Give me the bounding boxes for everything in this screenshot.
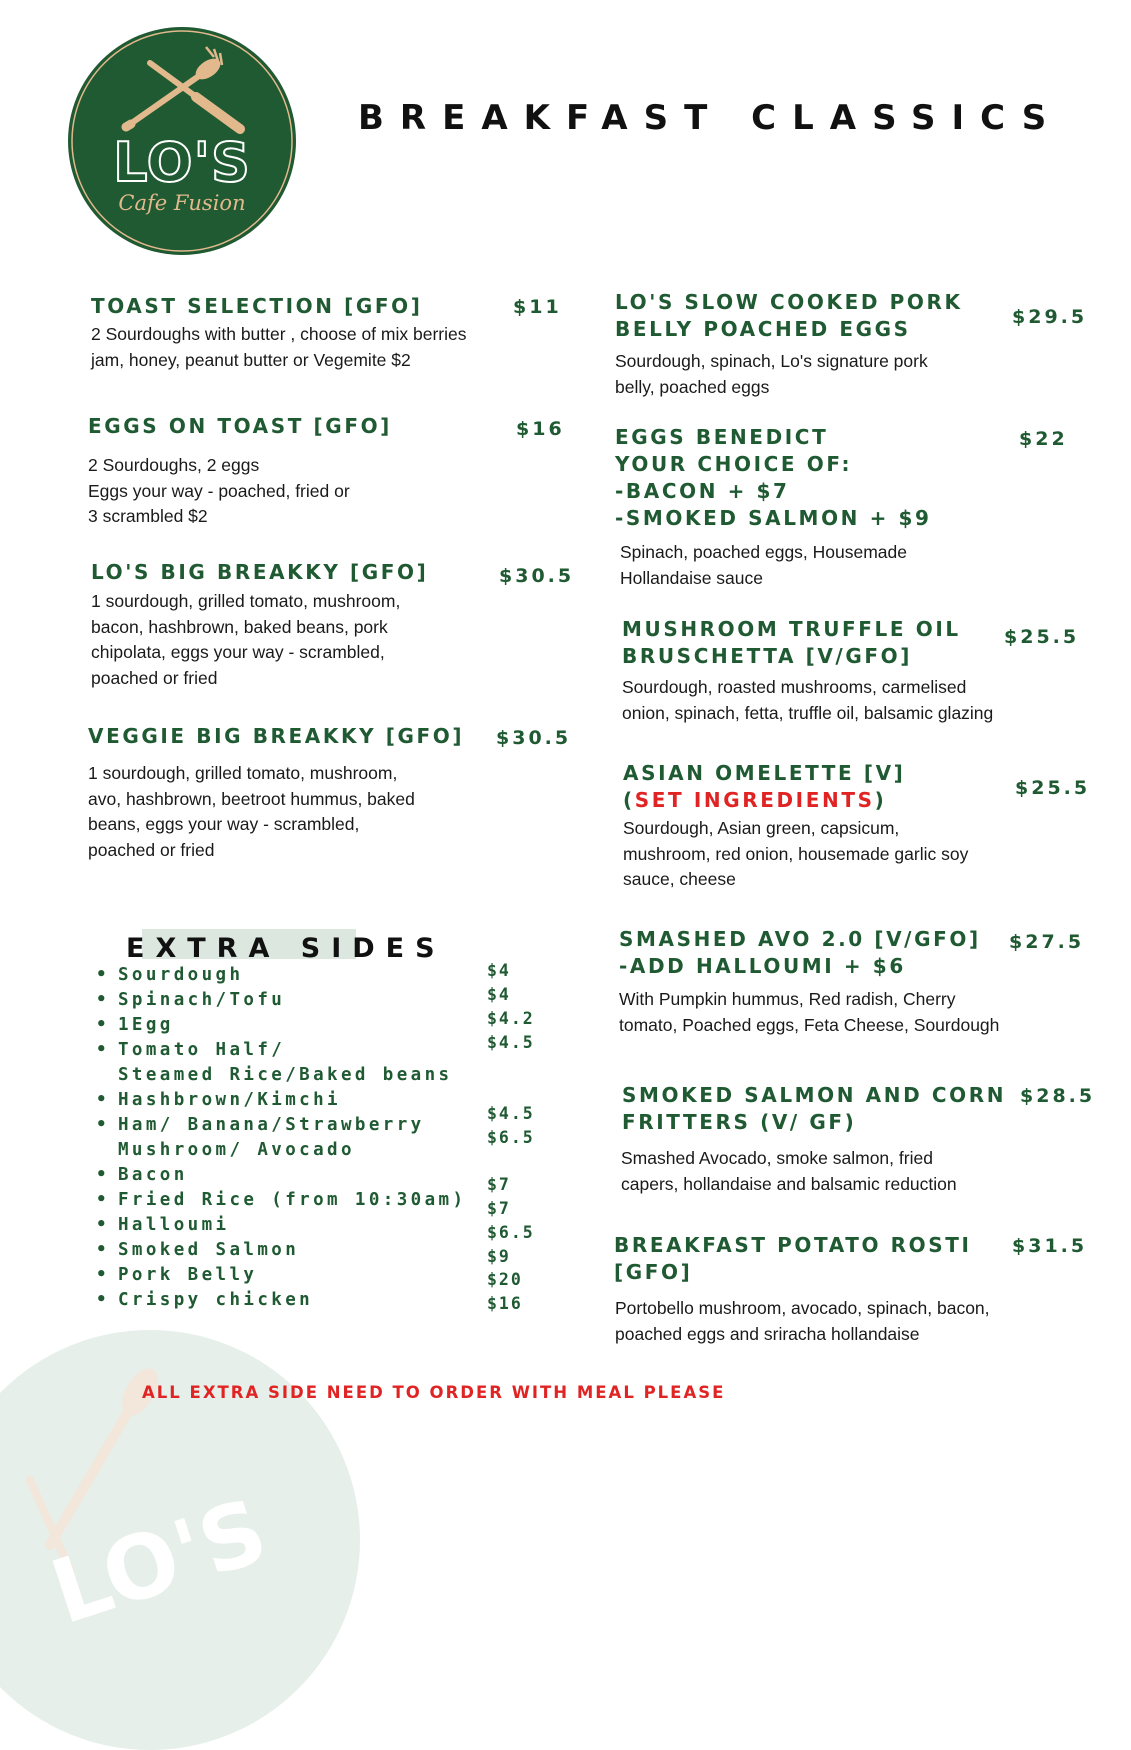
item-description: Sourdough, roasted mushrooms, carmelised onion, spinach, fetta, truffle oil, balsamic glazing <box>622 677 994 723</box>
item-name: TOAST SELECTION [GFO] <box>91 294 423 318</box>
logo-subtitle: Cafe Fusion <box>118 191 246 215</box>
item-name: BREAKFAST POTATO ROSTI [GFO] <box>614 1233 972 1284</box>
item-description: With Pumpkin hummus, Red radish, Cherry tomato, Poached eggs, Feta Cheese, Sourdough <box>619 989 1000 1035</box>
order-notice: ALL EXTRA SIDE NEED TO ORDER WITH MEAL PLEASE <box>142 1383 726 1402</box>
side-item: • Pork Belly <box>96 1265 258 1285</box>
side-price: $4.5 <box>487 1033 535 1052</box>
side-price: $4 <box>487 985 511 1004</box>
item-name: LO'S BIG BREAKKY [GFO] <box>91 560 429 584</box>
item-description: 2 Sourdoughs with butter , choose of mix berries jam, honey, peanut butter or Vegemite $2 <box>91 324 467 370</box>
side-price: $6.5 <box>487 1128 535 1147</box>
item-description: Sourdough, spinach, Lo's signature pork belly, poached eggs <box>615 351 928 397</box>
side-item-continued: Steamed Rice/Baked beans <box>118 1065 453 1085</box>
page-title: BREAKFAST CLASSICS <box>358 98 1063 138</box>
side-item: • Fried Rice (from 10:30am) <box>96 1190 467 1210</box>
side-price: $20 <box>487 1270 523 1289</box>
side-item-continued: Mushroom/ Avocado <box>118 1140 355 1160</box>
item-description: 2 Sourdoughs, 2 eggs Eggs your way - poached, fried or 3 scrambled $2 <box>88 455 350 526</box>
item-name: EGGS BENEDICT YOUR CHOICE OF: -BACON + $7 -SMOKED SALMON + $9 <box>615 425 932 530</box>
side-item: • Tomato Half/ <box>96 1040 286 1060</box>
set-ingredients-label: SET INGREDIENTS <box>634 788 875 812</box>
side-item: • Hashbrown/Kimchi <box>96 1090 341 1110</box>
side-price: $7 <box>487 1199 511 1218</box>
item-description: 1 sourdough, grilled tomato, mushroom, avo, hashbrown, beetroot hummus, baked beans, eggs your way - scrambled, poached or fried <box>88 763 415 860</box>
item-price: $27.5 <box>1009 931 1085 953</box>
item-price: $30.5 <box>496 727 572 749</box>
item-price: $11 <box>513 296 562 318</box>
item-name: MUSHROOM TRUFFLE OIL BRUSCHETTA [V/GFO] <box>622 617 961 668</box>
side-item: • 1Egg <box>96 1015 174 1035</box>
item-price: $31.5 <box>1012 1235 1088 1257</box>
side-item: • Ham/ Banana/Strawberry <box>96 1115 425 1135</box>
side-item: • Smoked Salmon <box>96 1240 300 1260</box>
item-description: Portobello mushroom, avocado, spinach, bacon, poached eggs and sriracha hollandaise <box>615 1298 990 1344</box>
side-price: $6.5 <box>487 1223 535 1242</box>
item-description: Spinach, poached eggs, Housemade Hollandaise sauce <box>620 542 908 588</box>
side-price: $4.5 <box>487 1104 535 1123</box>
item-name: SMASHED AVO 2.0 [V/GFO] -ADD HALLOUMI + $6 <box>619 927 981 978</box>
side-price: $4 <box>487 961 511 980</box>
item-description: Sourdough, Asian green, capsicum, mushroom, red onion, housemade garlic soy sauce, cheese <box>623 818 969 889</box>
item-price: $25.5 <box>1015 777 1091 799</box>
item-price: $22 <box>1019 428 1068 450</box>
side-item: • Spinach/Tofu <box>96 990 286 1010</box>
item-name: VEGGIE BIG BREAKKY [GFO] <box>88 724 465 748</box>
item-description: 1 sourdough, grilled tomato, mushroom, bacon, hashbrown, baked beans, pork chipolata, eggs your way - scrambled, poached or fried <box>91 591 401 688</box>
item-description: Smashed Avocado, smoke salmon, fried capers, hollandaise and balsamic reduction <box>621 1148 957 1194</box>
item-name: EGGS ON TOAST [GFO] <box>88 414 392 438</box>
item-name: ASIAN OMELETTE [V] (SET INGREDIENTS) <box>623 761 906 812</box>
side-item: • Sourdough <box>96 965 244 985</box>
item-price: $25.5 <box>1004 626 1080 648</box>
item-price: $30.5 <box>499 565 575 587</box>
side-price: $4.2 <box>487 1009 535 1028</box>
extra-sides-title: EXTRA SIDES <box>126 933 446 964</box>
item-price: $16 <box>516 418 565 440</box>
side-item: • Halloumi <box>96 1215 230 1235</box>
side-item: • Crispy chicken <box>96 1290 314 1310</box>
side-item: • Bacon <box>96 1165 188 1185</box>
side-price: $7 <box>487 1175 511 1194</box>
side-price: $9 <box>487 1247 511 1266</box>
logo-text: LO'S <box>113 131 251 194</box>
item-name: LO'S SLOW COOKED PORK BELLY POACHED EGGS <box>615 290 963 341</box>
watermark-text: LO'S <box>39 1478 279 1645</box>
item-price: $28.5 <box>1020 1085 1096 1107</box>
item-price: $29.5 <box>1012 306 1088 328</box>
cafe-logo <box>68 27 296 255</box>
item-name: SMOKED SALMON AND CORN FRITTERS (V/ GF) <box>622 1083 1007 1134</box>
side-price: $16 <box>487 1294 523 1313</box>
